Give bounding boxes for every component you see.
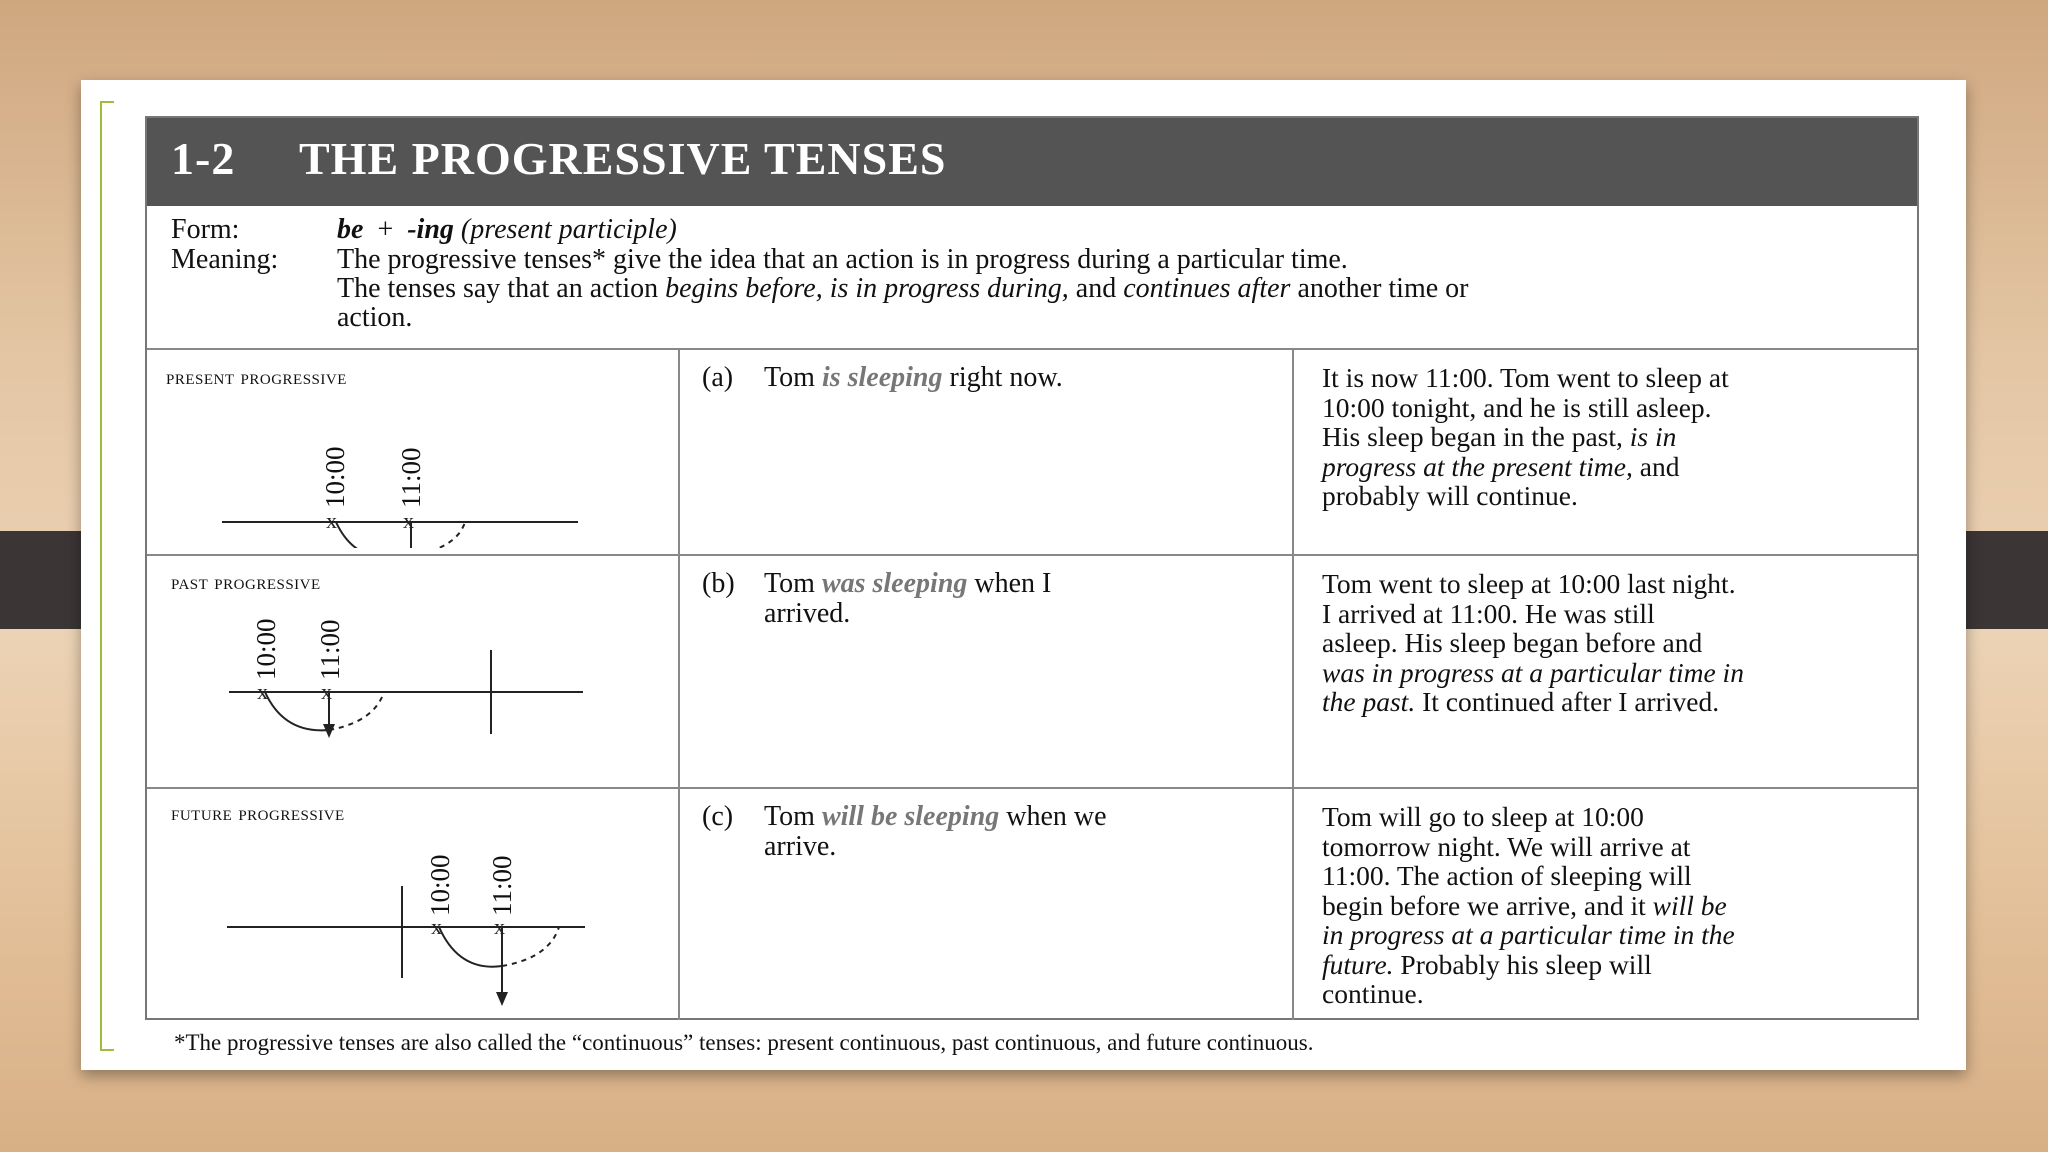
description-emphasis: future. <box>1322 948 1394 980</box>
timeline-diagram-present <box>222 398 582 548</box>
footnote: *The progressive tenses are also called the “continuous” tenses: present continuous, past continuous, and future continuous. <box>174 1030 1314 1055</box>
example-sentence <box>764 363 1284 393</box>
tick-mark-10: x <box>326 508 337 533</box>
form-participle: (present participle) <box>460 214 677 245</box>
example-verb: is sleeping <box>821 362 943 393</box>
column-divider <box>1292 348 1294 1020</box>
tick-mark-10: x <box>257 679 268 704</box>
description-line <box>1322 422 1902 452</box>
description-text: His sleep began in the past, <box>1322 421 1630 452</box>
form-formula <box>337 214 677 246</box>
tick-mark-11: x <box>403 508 414 533</box>
tick-label-11: 11:00 <box>487 855 517 916</box>
example-text: when we <box>999 801 1107 832</box>
example-letter: (b) <box>702 568 735 599</box>
tick-mark-11: x <box>321 679 332 704</box>
meaning-line-2 <box>337 273 1469 305</box>
description-line: Tom will go to sleep at 10:00 <box>1322 801 1644 832</box>
continuation-arc <box>502 927 559 966</box>
description-line: in progress at a particular time in the <box>1322 919 1735 950</box>
example-verb: was sleeping <box>821 568 968 599</box>
description-future <box>1322 802 1902 1009</box>
description-text: and <box>1632 450 1680 482</box>
description-line: probably will continue. <box>1322 480 1578 511</box>
row-label-past-progressive: past progressive <box>171 569 321 594</box>
description-past <box>1322 569 1902 717</box>
tick-mark-10: x <box>431 914 442 939</box>
grammar-chart <box>145 116 1919 1020</box>
description-line <box>1322 687 1902 717</box>
description-emphasis: is in <box>1629 421 1677 452</box>
tick-label-10: 10:00 <box>251 618 281 680</box>
example-text: arrive. <box>764 831 837 862</box>
description-text: It continued after I arrived. <box>1415 686 1720 717</box>
intro-section <box>147 206 1917 348</box>
tick-label-10: 10:00 <box>320 446 350 508</box>
description-emphasis: the past. <box>1322 686 1416 717</box>
chart-header <box>147 118 1917 206</box>
continuation-arc <box>411 522 465 548</box>
description-line <box>1322 891 1902 921</box>
example-text: arrived. <box>764 598 851 629</box>
action-arc <box>265 692 329 730</box>
meaning-text: The tenses say that an action <box>337 273 666 304</box>
meaning-line-1: The progressive tenses* give the idea that an action is in progress during a particular time. <box>337 244 1348 275</box>
timeline-diagram-future <box>227 826 597 1016</box>
description-line: 10:00 tonight, and he is still asleep. <box>1322 391 1712 423</box>
arrow-head <box>496 992 508 1006</box>
example-text: Tom <box>764 568 822 599</box>
description-present <box>1322 363 1902 511</box>
description-line: 11:00. The action of sleeping will <box>1322 860 1692 891</box>
form-plus: + <box>377 214 394 245</box>
description-line: asleep. His sleep began before and <box>1322 627 1703 658</box>
row-divider <box>147 348 1917 350</box>
example-letter: (c) <box>702 801 734 832</box>
form-label: Form: <box>171 214 240 245</box>
row-label-present-progressive: present progressive <box>166 364 347 389</box>
meaning-emphasis: begins before, is in progress during, <box>665 273 1069 304</box>
meaning-line-3: action. <box>337 302 413 333</box>
description-line: continue. <box>1322 978 1424 1009</box>
slide-bracket-decoration <box>100 101 114 1051</box>
description-line: It is now 11:00. Tom went to sleep at <box>1322 362 1729 393</box>
slide <box>81 80 1966 1070</box>
column-divider <box>678 348 680 1020</box>
description-line: was in progress at a particular time in <box>1322 656 1744 688</box>
description-line: I arrived at 11:00. He was still <box>1322 597 1655 629</box>
description-text: begin before we arrive, and it <box>1322 889 1653 921</box>
meaning-label: Meaning: <box>171 244 279 275</box>
description-line <box>1322 950 1902 980</box>
meaning-text: another time or <box>1290 273 1469 304</box>
example-sentence <box>764 802 1284 862</box>
form-ing: -ing <box>407 214 454 245</box>
description-emphasis: will be <box>1652 889 1727 921</box>
action-arc <box>336 522 411 548</box>
tick-label-11: 11:00 <box>315 619 345 680</box>
tick-label-11: 11:00 <box>396 447 426 508</box>
example-verb: will be sleeping <box>821 801 1000 832</box>
meaning-emphasis: continues after <box>1123 273 1291 304</box>
right-accent-band <box>1960 531 2048 629</box>
row-divider <box>147 554 1917 556</box>
example-letter: (a) <box>702 362 734 393</box>
row-label-future-progressive: future progressive <box>171 800 345 825</box>
tick-mark-11: x <box>494 914 505 939</box>
description-line <box>1322 452 1902 482</box>
description-emphasis: progress at the present time, <box>1322 450 1633 482</box>
chart-title: THE PROGRESSIVE TENSES <box>299 133 947 184</box>
form-be: be <box>337 214 364 245</box>
timeline-diagram-past <box>229 598 599 758</box>
row-divider <box>147 787 1917 789</box>
tick-label-10: 10:00 <box>425 854 455 916</box>
meaning-text: and <box>1068 273 1124 304</box>
example-text: right now. <box>942 362 1063 393</box>
chart-number: 1-2 <box>171 133 236 184</box>
example-text: when I <box>967 568 1052 599</box>
continuation-arc <box>329 692 384 730</box>
action-arc <box>439 927 502 967</box>
description-text: Probably his sleep will <box>1393 948 1652 980</box>
example-text: Tom <box>764 362 822 393</box>
description-line: tomorrow night. We will arrive at <box>1322 830 1691 862</box>
description-line: Tom went to sleep at 10:00 last night. <box>1322 568 1736 599</box>
example-sentence <box>764 569 1284 629</box>
example-text: Tom <box>764 801 822 832</box>
